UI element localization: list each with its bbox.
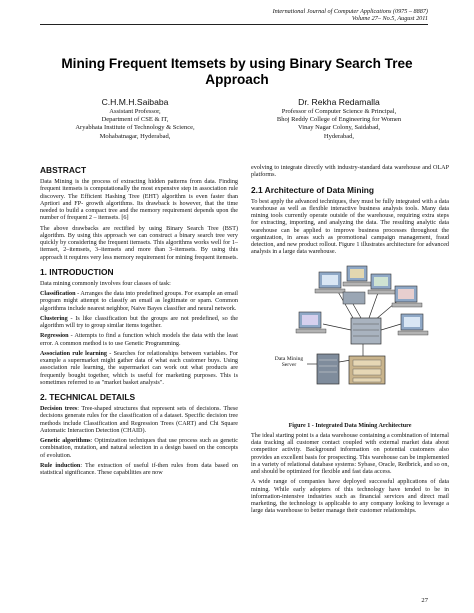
task-item xyxy=(40,316,238,331)
continued-paragraph: evolving to integrate directly with industry-standard data warehouse and OLAP platforms. xyxy=(251,165,449,179)
data-mining-server-icon xyxy=(317,354,339,384)
architecture-figure xyxy=(251,260,449,420)
task-text: - Is like classification but the groups are not predefined, so the algorithm will try to group similar items together. xyxy=(40,315,238,329)
journal-name: International Journal of Computer Applications (0975 – 8887) xyxy=(272,8,428,15)
workstation-icon xyxy=(368,274,396,294)
abstract-heading: ABSTRACT xyxy=(40,165,87,175)
technical-details-heading: 2. TECHNICAL DETAILS xyxy=(40,392,136,402)
author-affiliation-line: Mohabatnagar, Hyderabad, xyxy=(99,132,171,140)
architecture-paragraph: The ideal starting point is a data warehouse containing a combination of internal data tracking all customer contact coupled with external market data about competitor activity. Background information on potential customers also provides an excellent basis for prospecting. This warehouse can be implemented in a variety of relational database systems: Sybase, Oracle, Redbrick, and so on, and should be optimized for flexible and fast data access. xyxy=(251,432,449,475)
workstation-icon xyxy=(392,286,422,307)
technique-text: : The extraction of useful if-then rules from data based on statistical significance. These capabilities are now xyxy=(40,462,238,476)
author-affiliation-line: Department of CSE & IT, xyxy=(101,115,169,123)
figure-caption: Figure 1 - Integrated Data Mining Architecture xyxy=(288,422,412,429)
workstation-icon xyxy=(296,312,326,333)
technique-item xyxy=(40,438,238,460)
introduction-heading: 1. INTRODUCTION xyxy=(40,266,114,277)
author-name: Dr. Rekha Redamalla xyxy=(298,97,380,107)
task-item xyxy=(40,333,238,348)
page-number: 27 xyxy=(421,597,428,604)
technique-term: Rule induction xyxy=(40,462,81,469)
journal-header xyxy=(273,8,428,23)
left-column xyxy=(40,165,238,480)
author-affiliation-line: Professor of Computer Science & Principal, xyxy=(281,107,397,115)
data-mining-server-label: Data Mining Server xyxy=(274,355,304,368)
journal-volume: Volume 27– No.5, August 2011 xyxy=(351,15,428,23)
technique-item xyxy=(40,463,238,478)
technique-text: : Tree-shaped structures that represent sets of decisions. These decisions generate rules for the classification of a dataset. Specific decision tree methods include Classification and Regression Trees (CART) and Chi Square Automatic Interaction Detection (CHAID). xyxy=(40,406,238,434)
server-rack-icon xyxy=(351,318,381,344)
author-affiliation-line: Bhoj Reddy College of Engineering for Women xyxy=(276,115,402,123)
technique-term: Decision trees xyxy=(40,406,78,412)
author-block-1 xyxy=(40,97,230,141)
introduction-lead: Data mining commonly involves four classes of task: xyxy=(40,280,171,287)
task-text: - Searches for relationships between variables. For example a supermarket might gather data of what each customer buys. Using association rule learning, the supermarket can work out what products are frequently bought together, which is useful for marketing purposes. This is sometimes referred to as "market basket analysis". xyxy=(40,350,239,386)
task-text: - Attempts to find a function which models the data with the least error. A common method is to use Genetic Programming. xyxy=(40,333,238,347)
technique-term: Genetic algorithms xyxy=(40,438,91,444)
author-name: C.H.M.H.Saibaba xyxy=(101,97,169,107)
abstract-paragraph: Data Mining is the process of extracting hidden patterns from data. Finding frequent itemsets is computationally the most expensive step in association rule discovery. The Efficient Hashing Tree (EHT) algorithm is even faster than Aprtiori and FP- growth algorithms. Its drawback is however, that the time needed to build a compact tree and the memory requirement depends upon the number of frequent 2 – itemsets. [6] xyxy=(40,179,238,222)
right-column xyxy=(251,165,449,519)
architecture-heading: 2.1 Architecture of Data Mining xyxy=(251,184,375,195)
data-warehouse-icon xyxy=(349,356,385,384)
technique-item xyxy=(40,406,238,435)
task-term: Association rule learning xyxy=(40,350,107,357)
task-text: - Arranges the data into predefined groups. For example an email program might attempt to classify an email as legitimate or spam. Common algorithms include nearest neighbor, Naive Bayes classifier and neural network. xyxy=(40,291,238,312)
author-affiliation-line: Assistant Professor, xyxy=(109,107,161,115)
task-term: Classification xyxy=(40,291,76,297)
technique-text: : Optimization techniques that use process such as genetic combination, mutation, and natural selection in a design based on the concepts of evolution. xyxy=(40,438,238,459)
author-affiliation-line: Hyderabad, xyxy=(323,132,355,140)
task-term: Regression xyxy=(40,333,69,340)
task-item xyxy=(40,351,238,387)
workstation-icon xyxy=(315,272,345,293)
architecture-paragraph: To best apply the advanced techniques, they must be fully integrated with a data warehouse as well as flexible interactive business analysis tools. Many data mining tools currently operate outside of the warehouse, requiring extra steps for extracting, importing, and analyzing the data. The resulting analytic data warehouse can be applied to improve business processes throughout the organization, in areas such as promotional campaign management, fraud detection, and new product rollout. Figure 1 illustrates architecture for advanced analysis in a large data warehouse. xyxy=(251,198,449,256)
paper-title: Mining Frequent Itemsets by using Binary Search Tree Approach xyxy=(61,56,413,87)
workstation-icon xyxy=(398,314,428,335)
workstation-icon xyxy=(343,266,371,304)
architecture-diagram xyxy=(251,260,449,420)
author-affiliation-line: Vinay Nagar Colony, Saidabad, xyxy=(297,124,381,132)
author-block-2 xyxy=(244,97,434,141)
architecture-paragraph: A wide range of companies have deployed successful applications of data mining. While early adopters of this technology have tended to be in information-intensive industries such as financial services and direct mail marketing, the technology is applicable to any company looking to leverage a large data warehouse to better manage their customer relationships. xyxy=(251,479,449,515)
header-rule xyxy=(40,24,428,25)
author-affiliation-line: Aryabhata Institute of Technology & Science, xyxy=(75,124,195,132)
abstract-paragraph: The above drawbacks are rectified by using Binary Search Tree (BST) algorithm. By using this approach we can construct a binary search tree very quickly by considering the frequent itemsets. This algorithms works well for 1–itemset, 2–itemsets, 3–itemsets and more than 3–itemsets. By using this approach it requires very less memory requirement for mining frequent itemsets. xyxy=(40,225,238,261)
task-item xyxy=(40,291,238,313)
task-term: Clustering xyxy=(40,315,68,322)
